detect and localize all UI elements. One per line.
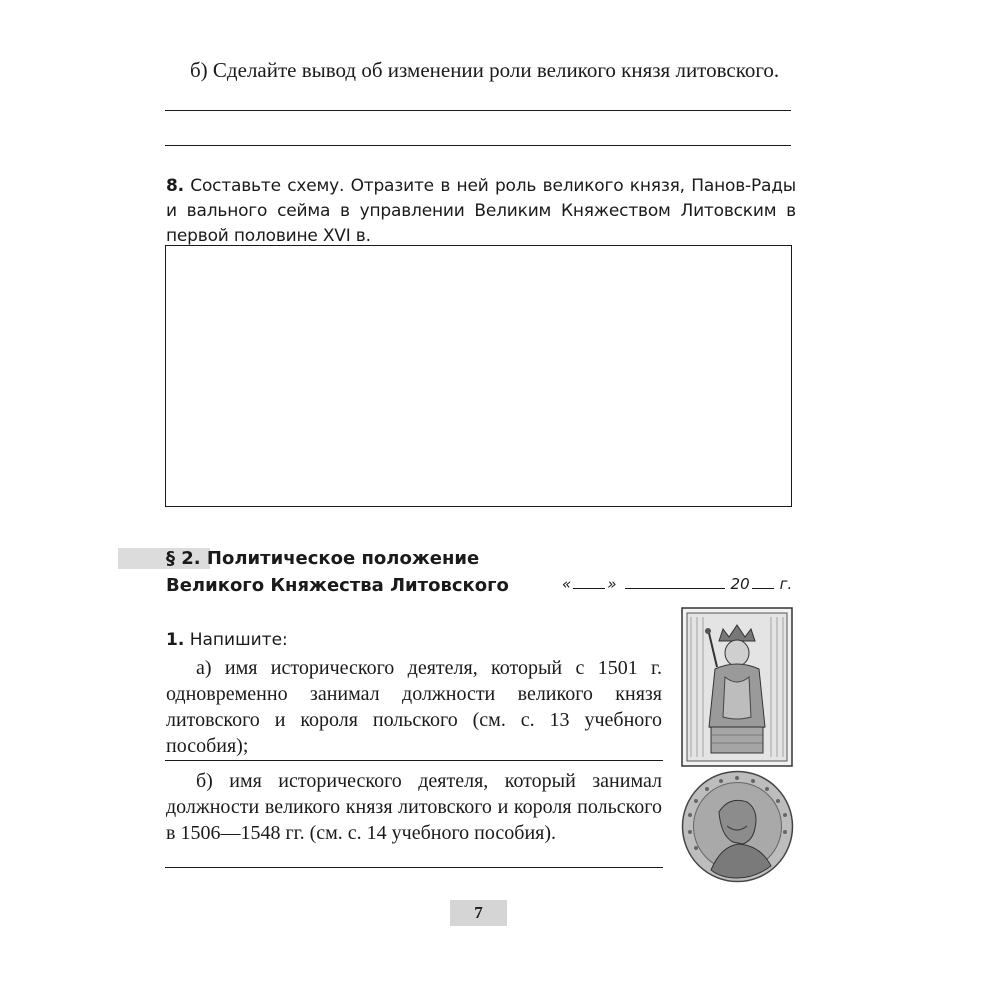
date-year-suffix: г. [779, 575, 793, 593]
date-month-blank[interactable] [625, 574, 725, 589]
scheme-answer-box[interactable] [165, 245, 792, 507]
date-year-blank[interactable] [752, 574, 774, 589]
engraving-portrait-image [681, 607, 793, 767]
task-number: 1. [166, 630, 185, 650]
date-field [562, 574, 792, 593]
task-1-item-b [166, 768, 662, 846]
date-year-prefix: 20 [730, 575, 750, 593]
medal-portrait-image [681, 770, 794, 883]
task-8 [166, 174, 796, 249]
section-title-line-2: Великого Княжества Литовского [166, 575, 509, 596]
task-1-heading [166, 630, 288, 650]
answer-line[interactable] [165, 110, 791, 111]
answer-line[interactable] [165, 867, 663, 868]
task-1-item-a-text: а) имя исторического деятеля, который с 1501 г. одновременно занимал должности великого князя литовского и короля польского (см. с. 13 учебного пособия); [166, 657, 662, 757]
answer-line[interactable] [165, 145, 791, 146]
section-number: § 2. [166, 548, 201, 569]
task-number: 8. [166, 176, 184, 196]
date-day-blank[interactable] [573, 574, 605, 589]
task-8-text: Составьте схему. Отразите в ней роль великого князя, Панов-Рады и вального сейма в управлении Великим Княжеством Литовским в первой половине XVI в. [166, 176, 796, 246]
page-number: 7 [474, 903, 483, 922]
date-close-quote: » [607, 575, 617, 593]
task-7b-text: б) Сделайте вывод об изменении роли великого князя литовского. [190, 58, 780, 82]
section-title [166, 545, 509, 599]
task-1-item-b-text: б) имя исторического деятеля, который занимал должности великого князя литовского и короля польского в 1506—1548 гг. (см. с. 14 учебного пособия). [166, 770, 662, 844]
task-1-item-a [166, 655, 662, 759]
date-open-quote: « [562, 575, 572, 593]
answer-line[interactable] [165, 760, 663, 761]
task-1-prompt: Напишите: [189, 630, 288, 650]
section-title-line-1: Политическое положение [206, 548, 480, 569]
